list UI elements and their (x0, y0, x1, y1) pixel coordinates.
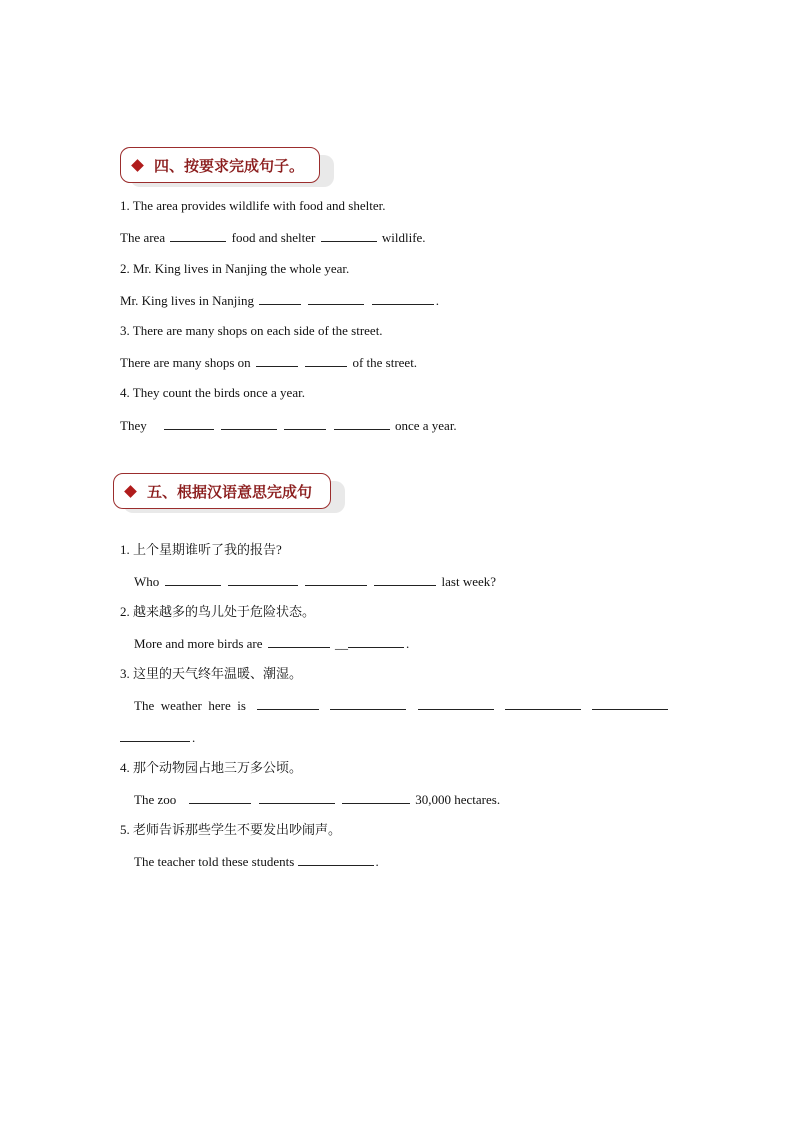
s5-q4-source: 4. 那个动物园占地三万多公顷。 (120, 760, 303, 775)
answer-blank[interactable] (170, 229, 226, 242)
answer-blank[interactable] (221, 417, 277, 430)
answer-blank[interactable] (505, 697, 581, 710)
s4-q3-answer: There are many shops on of the street. (120, 355, 418, 370)
answer-blank[interactable] (259, 292, 301, 305)
s4-q1-answer: The area food and shelter wildlife. (120, 230, 426, 245)
answer-blank[interactable] (334, 417, 390, 430)
s5-q2-answer: More and more birds are __ . (134, 636, 410, 651)
answer-blank[interactable] (298, 853, 374, 866)
answer-blank[interactable] (268, 635, 330, 648)
answer-blank[interactable] (342, 791, 410, 804)
answer-blank[interactable] (348, 635, 404, 648)
s5-q1-source: 1. 上个星期谁听了我的报告? (120, 542, 282, 557)
s5-q5-answer: The teacher told these students . (134, 854, 379, 869)
answer-blank[interactable] (374, 573, 436, 586)
s4-q2-source: 2. Mr. King lives in Nanjing the whole year. (120, 261, 350, 276)
answer-blank[interactable] (305, 573, 367, 586)
section-5-title: 五、根据汉语意思完成句 (147, 482, 313, 501)
answer-blank[interactable] (189, 791, 251, 804)
s5-q3-answer-continued: . (120, 729, 195, 746)
answer-blank[interactable] (592, 697, 668, 710)
s4-q3-source: 3. There are many shops on each side of the street. (120, 323, 383, 338)
answer-blank[interactable] (165, 573, 221, 586)
s4-q4-answer: They once a year. (120, 418, 457, 433)
s4-q4-source: 4. They count the birds once a year. (120, 385, 305, 400)
diamond-icon (124, 485, 137, 498)
diamond-icon (131, 159, 144, 172)
answer-blank[interactable] (308, 292, 364, 305)
s5-q5-source: 5. 老师告诉那些学生不要发出吵闹声。 (120, 822, 342, 837)
answer-blank[interactable] (418, 697, 494, 710)
answer-blank[interactable] (257, 697, 319, 710)
answer-blank[interactable] (305, 354, 347, 367)
answer-blank[interactable] (284, 417, 326, 430)
answer-blank[interactable] (321, 229, 377, 242)
section-5-header (113, 473, 331, 509)
s5-q2-source: 2. 越来越多的鸟儿处于危险状态。 (120, 604, 316, 619)
answer-blank[interactable] (228, 573, 298, 586)
answer-blank[interactable] (330, 697, 406, 710)
s5-q4-answer: The zoo 30,000 hectares. (134, 792, 501, 807)
s5-q3-source: 3. 这里的天气终年温暖、潮湿。 (120, 666, 303, 681)
s4-q2-answer: Mr. King lives in Nanjing . (120, 293, 439, 308)
answer-blank[interactable] (372, 292, 434, 305)
section-4-title: 四、按要求完成句子。 (154, 156, 305, 175)
answer-blank[interactable] (259, 791, 335, 804)
s5-q1-answer: Who last week? (134, 574, 497, 589)
section-4-header (120, 147, 320, 183)
s4-q1-source: 1. The area provides wildlife with food and shelter. (120, 198, 386, 213)
s5-q3-answer: The weather here is (134, 697, 670, 714)
answer-blank[interactable] (120, 729, 190, 742)
answer-blank[interactable] (256, 354, 298, 367)
answer-blank[interactable] (164, 417, 214, 430)
